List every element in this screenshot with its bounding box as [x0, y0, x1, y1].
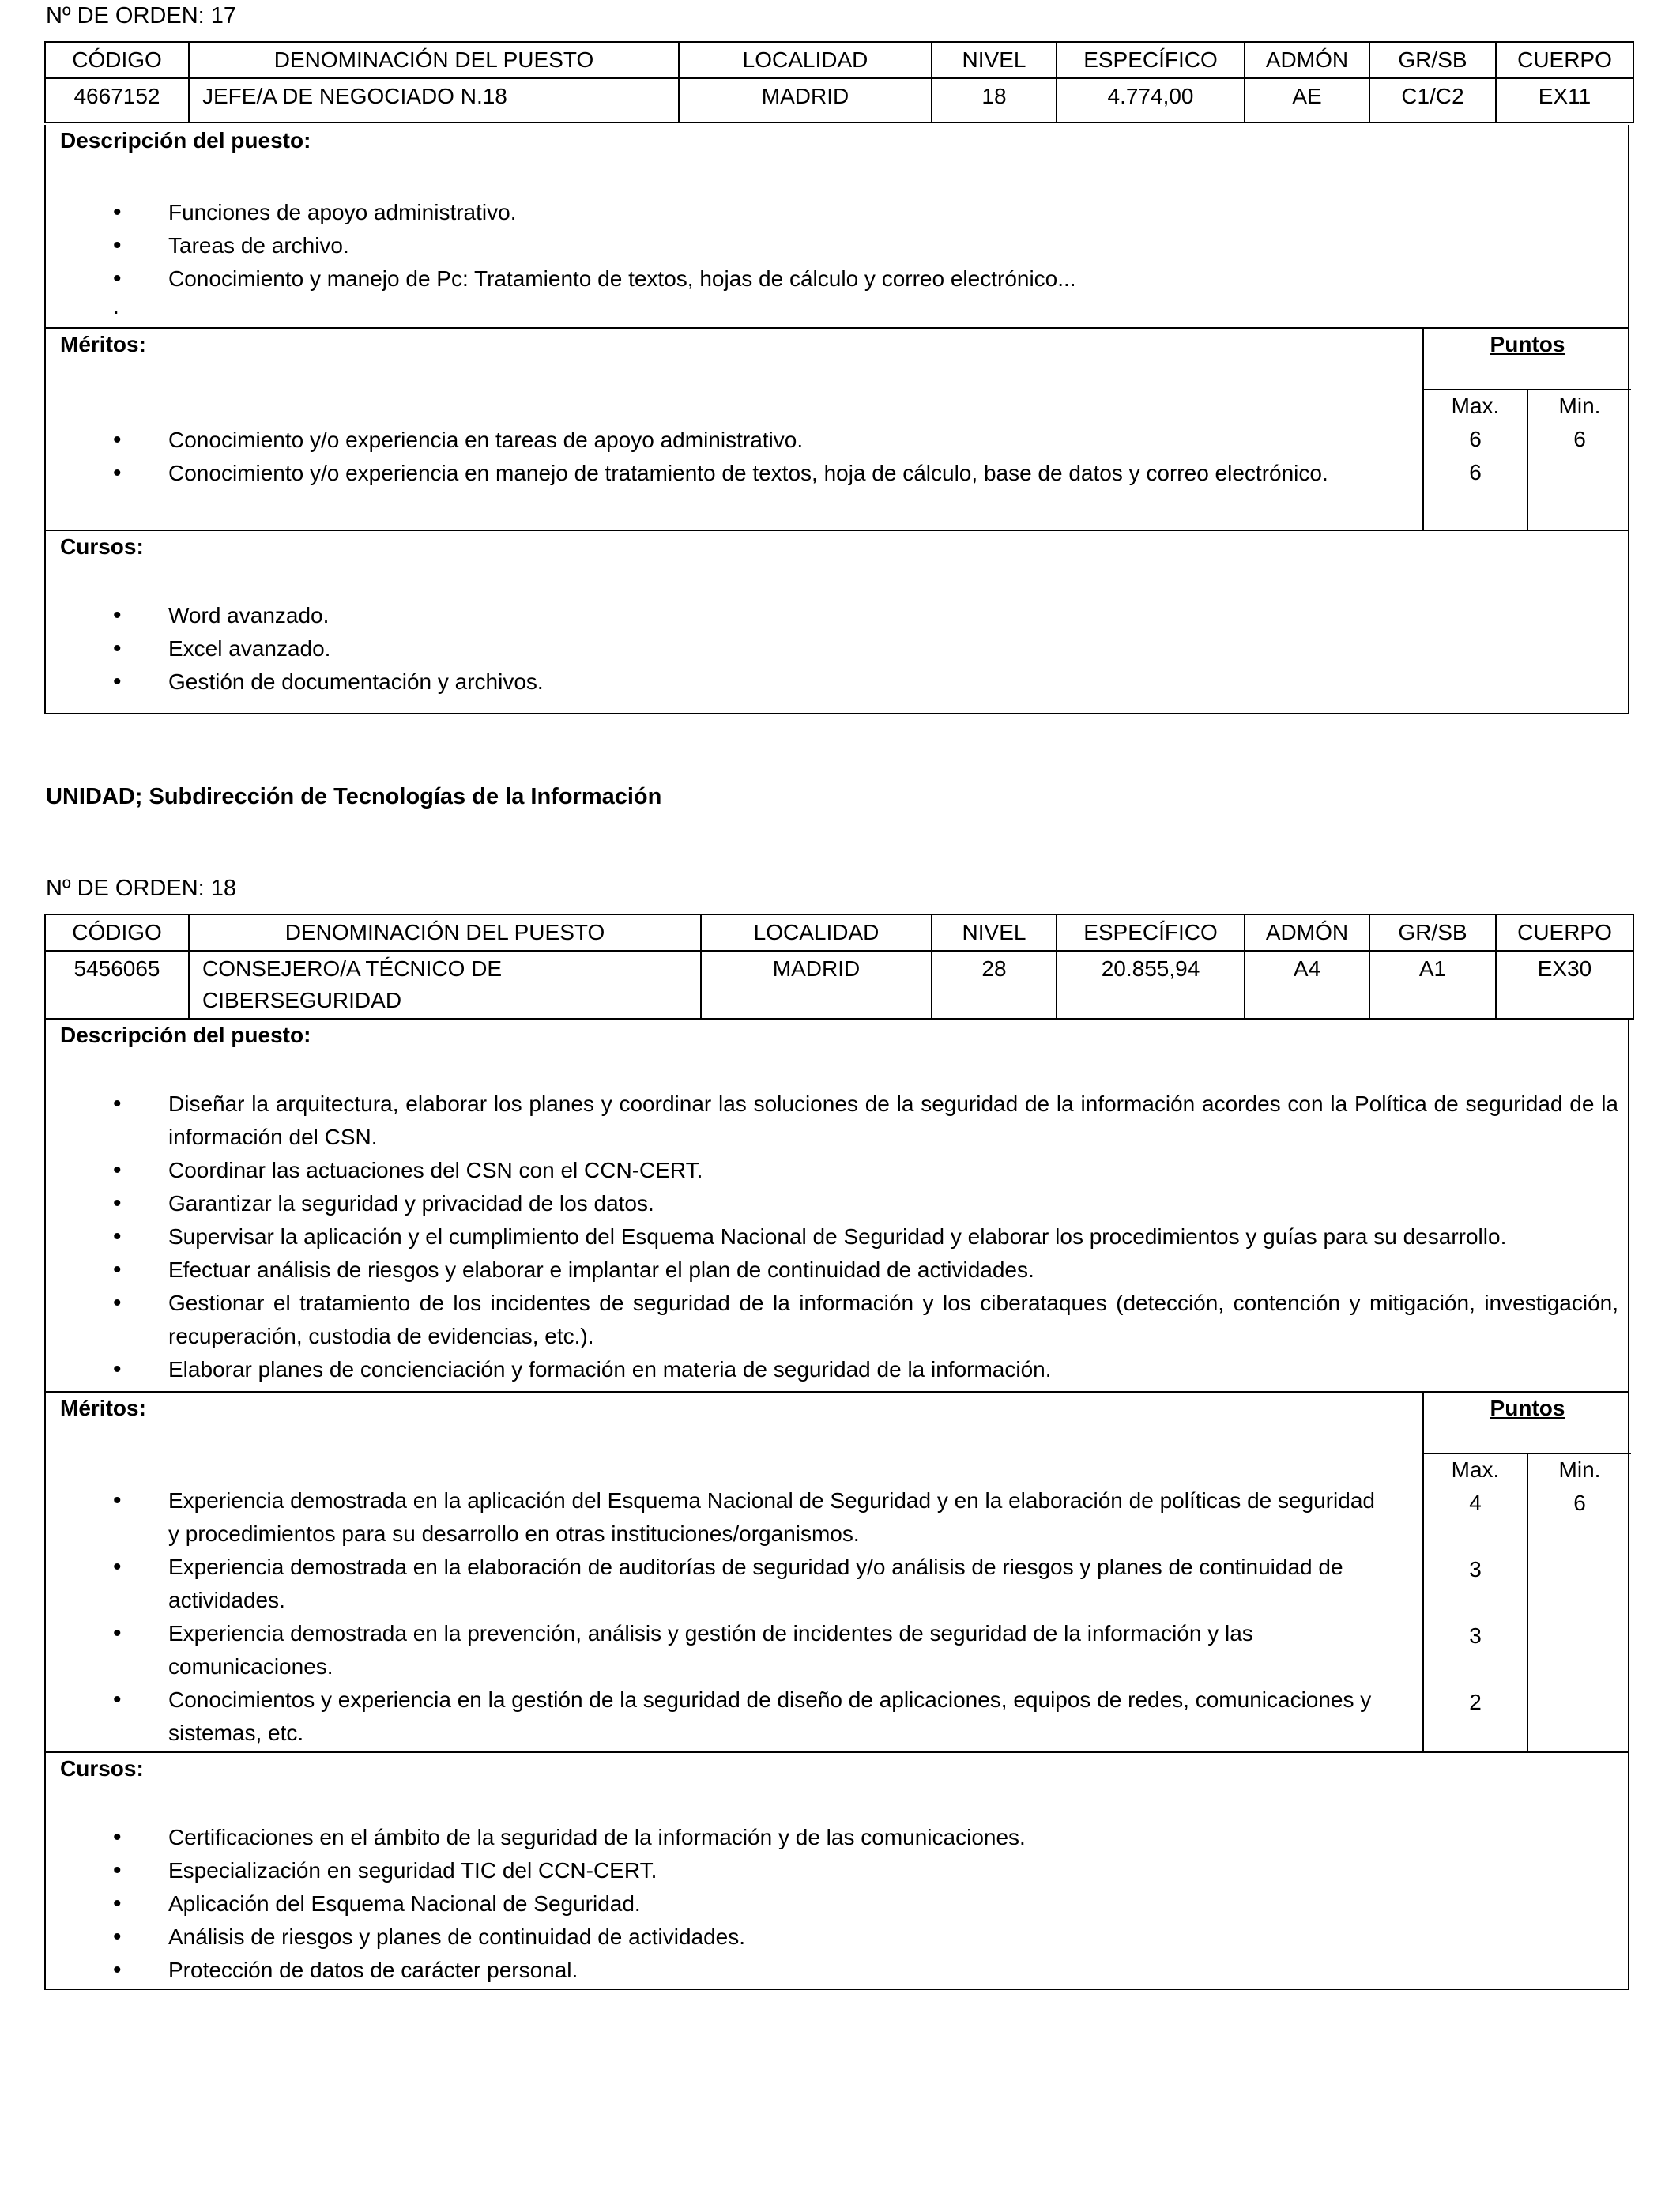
descripcion-label: Descripción del puesto: [60, 128, 311, 153]
list-item: • Word avanzado. [46, 599, 1595, 632]
position-table-17 [44, 41, 1634, 123]
meritos-label: Méritos: [60, 332, 146, 356]
list-item: • Gestión de documentación y archivos. [46, 665, 1595, 699]
cell-denominacion: CONSEJERO/A TÉCNICO DE CIBERSEGURIDAD [189, 951, 701, 1019]
max-value: 6 [1469, 427, 1482, 451]
table-row [45, 951, 1633, 1019]
max-value: 2 [1469, 1690, 1482, 1714]
list-item: • Supervisar la aplicación y el cumplimiento del Esquema Nacional de Seguridad y elaborar los procedimientos y guías para su desarrollo. [46, 1220, 1618, 1253]
list-item: • Experiencia demostrada en la aplicación del Esquema Nacional de Seguridad y en la elaboración de políticas de seguridad y procedimientos para su desarrollo en otras instituciones/organismos. [46, 1484, 1381, 1551]
list-item: • Conocimientos y experiencia en la gestión de la seguridad de diseño de aplicaciones, equipos de redes, comunicaciones y sistemas, etc. [46, 1683, 1381, 1750]
cell-nivel: 28 [932, 951, 1057, 1019]
max-value: 3 [1469, 1623, 1482, 1648]
list-item: • Análisis de riesgos y planes de continuidad de actividades. [46, 1921, 1595, 1954]
header-especifico: ESPECÍFICO [1057, 914, 1245, 951]
min-value: 6 [1573, 427, 1586, 451]
list-item: • Experiencia demostrada en la elaboración de auditorías de seguridad y/o análisis de riesgos y planes de continuidad de actividades. [46, 1551, 1381, 1617]
list-item: • Funciones de apoyo administrativo. [46, 196, 1595, 229]
meritos-label: Méritos: [60, 1396, 146, 1420]
cursos-label: Cursos: [60, 1756, 144, 1781]
cursos-list [46, 599, 1595, 699]
descripcion-list [46, 1088, 1618, 1386]
max-label: Max. [1451, 1457, 1500, 1482]
details-box-17 [44, 125, 1629, 714]
meritos-list [46, 424, 1373, 490]
list-item: • Conocimiento y manejo de Pc: Tratamiento de textos, hojas de cálculo y correo electrónico... [46, 262, 1595, 296]
cell-grsb: C1/C2 [1369, 78, 1496, 123]
cell-nivel: 18 [932, 78, 1057, 123]
cell-especifico: 20.855,94 [1057, 951, 1245, 1019]
section-divider [46, 327, 1628, 329]
puntos-label: Puntos [1490, 1396, 1565, 1420]
list-item: • Certificaciones en el ámbito de la seguridad de la información y de las comunicaciones. [46, 1821, 1595, 1854]
section-divider [46, 1751, 1628, 1753]
cell-codigo: 5456065 [45, 951, 189, 1019]
cell-denominacion: JEFE/A DE NEGOCIADO N.18 [189, 78, 679, 123]
min-label: Min. [1558, 1457, 1601, 1482]
position-table-18 [44, 914, 1634, 1020]
cursos-list [46, 1821, 1595, 1987]
header-grsb: GR/SB [1369, 42, 1496, 78]
table-row [45, 78, 1633, 123]
list-item: • Gestionar el tratamiento de los incidentes de seguridad de la información y los ciberataques (detección, contención y mitigación, investigación, recuperación, custodia de evidencias, etc.). [46, 1287, 1618, 1353]
list-item: • Diseñar la arquitectura, elaborar los planes y coordinar las soluciones de la seguridad de la información acordes con la Política de seguridad de la información del CSN. [46, 1088, 1618, 1154]
table-header-row [45, 42, 1633, 78]
descripcion-list [46, 196, 1595, 296]
header-nivel: NIVEL [932, 914, 1057, 951]
cell-cuerpo: EX11 [1496, 78, 1633, 123]
cell-localidad: MADRID [679, 78, 932, 123]
min-value: 6 [1573, 1491, 1586, 1515]
list-item: • Conocimiento y/o experiencia en tareas de apoyo administrativo. [46, 424, 1373, 457]
cell-localidad: MADRID [701, 951, 932, 1019]
order-number-17: Nº DE ORDEN: 17 [46, 3, 237, 28]
list-item: • Conocimiento y/o experiencia en manejo de tratamiento de textos, hoja de cálculo, base de datos y correo electrónico. [46, 457, 1373, 490]
descripcion-label: Descripción del puesto: [60, 1023, 311, 1047]
list-item: • Aplicación del Esquema Nacional de Seguridad. [46, 1887, 1595, 1921]
header-cuerpo: CUERPO [1496, 914, 1633, 951]
cell-codigo: 4667152 [45, 78, 189, 123]
max-value: 4 [1469, 1491, 1482, 1515]
cell-cuerpo: EX30 [1496, 951, 1633, 1019]
max-label: Max. [1451, 394, 1500, 418]
list-item: • Excel avanzado. [46, 632, 1595, 665]
cell-admon: AE [1245, 78, 1369, 123]
list-item: • Especialización en seguridad TIC del CCN-CERT. [46, 1854, 1595, 1887]
list-item: • Protección de datos de carácter personal. [46, 1954, 1595, 1987]
table-header-row [45, 914, 1633, 951]
min-label: Min. [1558, 394, 1601, 418]
cell-especifico: 4.774,00 [1057, 78, 1245, 123]
list-item: • Experiencia demostrada en la prevención, análisis y gestión de incidentes de seguridad de la información y las comunicaciones. [46, 1617, 1381, 1683]
order-number-18: Nº DE ORDEN: 18 [46, 876, 237, 901]
list-item: • Tareas de archivo. [46, 229, 1595, 262]
cursos-label: Cursos: [60, 534, 144, 559]
details-box-18 [44, 1020, 1629, 1990]
list-item: • Efectuar análisis de riesgos y elaborar e implantar el plan de continuidad de actividades. [46, 1253, 1618, 1287]
header-denominacion: DENOMINACIÓN DEL PUESTO [189, 914, 701, 951]
list-item: • Coordinar las actuaciones del CSN con el CCN-CERT. [46, 1154, 1618, 1187]
header-admon: ADMÓN [1245, 42, 1369, 78]
header-denominacion: DENOMINACIÓN DEL PUESTO [189, 42, 679, 78]
header-codigo: CÓDIGO [45, 914, 189, 951]
section-divider [46, 530, 1628, 531]
header-codigo: CÓDIGO [45, 42, 189, 78]
header-nivel: NIVEL [932, 42, 1057, 78]
max-value: 6 [1469, 460, 1482, 484]
meritos-list [46, 1484, 1381, 1750]
unit-heading: UNIDAD; Subdirección de Tecnologías de la Información [46, 784, 662, 809]
header-especifico: ESPECÍFICO [1057, 42, 1245, 78]
cell-admon: A4 [1245, 951, 1369, 1019]
header-grsb: GR/SB [1369, 914, 1496, 951]
max-value: 3 [1469, 1557, 1482, 1581]
header-localidad: LOCALIDAD [701, 914, 932, 951]
cell-grsb: A1 [1369, 951, 1496, 1019]
header-admon: ADMÓN [1245, 914, 1369, 951]
list-item: • Garantizar la seguridad y privacidad de los datos. [46, 1187, 1618, 1220]
header-cuerpo: CUERPO [1496, 42, 1633, 78]
puntos-label: Puntos [1490, 332, 1565, 356]
list-item: • Elaborar planes de concienciación y formación en materia de seguridad de la información. [46, 1353, 1618, 1386]
header-localidad: LOCALIDAD [679, 42, 932, 78]
section-divider [46, 1391, 1628, 1393]
stray-dot: . [113, 294, 119, 319]
